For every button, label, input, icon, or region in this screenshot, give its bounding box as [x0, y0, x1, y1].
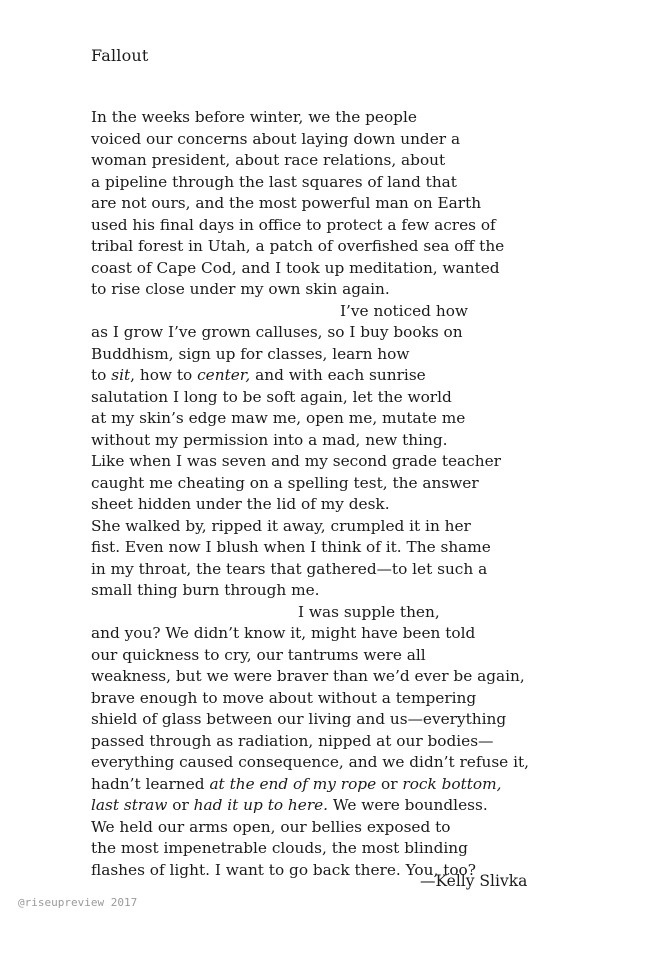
poem-line-segment: We were boundless. — [328, 796, 488, 814]
poem-line — [91, 774, 591, 796]
poem-line: Like when I was seven and my second grade teacher — [91, 452, 501, 470]
poem-line: Buddhism, sign up for classes, learn how — [91, 344, 410, 363]
footer-credit: @riseupreview 2017 — [18, 896, 138, 909]
poem-line-italic-segment: sit — [111, 366, 131, 384]
poem-body — [91, 107, 591, 881]
poem-line-segment: or — [167, 796, 194, 814]
poem-line-segment: hadn’t learned — [91, 774, 210, 793]
poem-line-italic-segment: last straw — [91, 796, 168, 814]
poem-line-italic-segment: center, — [197, 366, 251, 384]
poem-line: the most impenetrable clouds, the most blinding — [91, 839, 468, 857]
poem-line-segment: or — [376, 774, 403, 793]
poem-line-segment: to — [91, 366, 112, 384]
poem-line: sheet hidden under the lid of my desk. — [91, 495, 390, 513]
poem-line: flashes of light. I want to go back there. You, too? — [91, 860, 476, 879]
poem-line — [91, 365, 591, 387]
poem-line: without my permission into a mad, new thing. — [91, 430, 448, 449]
poem-line-segment: , how to — [130, 366, 198, 384]
poem-line: our quickness to cry, our tantrums were all — [91, 645, 426, 664]
poem-line: tribal forest in Utah, a patch of overfished sea off the — [91, 237, 505, 255]
poem-line: caught me cheating on a spelling test, the answer — [91, 473, 479, 492]
poem-line-segment: and with each sunrise — [250, 366, 426, 384]
poem-line: I’ve noticed how — [340, 301, 468, 320]
poem-line: brave enough to move about without a tempering — [91, 688, 477, 707]
poem-line: weakness, but we were braver than we’d ever be again, — [91, 667, 525, 685]
poem-line: to rise close under my own skin again. — [91, 280, 390, 298]
poem-line-italic-segment: rock bottom, — [402, 774, 502, 793]
poem-line: I was supple then, — [298, 602, 440, 621]
poem-line: and you? We didn’t know it, might have been told — [91, 624, 476, 642]
poem-line: as I grow I’ve grown calluses, so I buy books on — [91, 323, 463, 341]
author-signature: —Kelly Slivka — [420, 872, 528, 890]
poem-line: salutation I long to be soft again, let the world — [91, 387, 452, 406]
poem-line: coast of Cape Cod, and I took up meditation, wanted — [91, 258, 500, 277]
poem-title: Fallout — [91, 46, 149, 65]
poem-line: woman president, about race relations, about — [91, 151, 446, 169]
poem-line: passed through as radiation, nipped at our bodies— — [91, 731, 494, 750]
poem-line: at my skin’s edge maw me, open me, mutate me — [91, 409, 466, 427]
poem-line: small thing burn through me. — [91, 581, 320, 599]
poem-line-italic-segment: at the end of my rope — [209, 774, 377, 793]
poem-line: fist. Even now I blush when I think of it. The shame — [91, 538, 491, 556]
poem-line: a pipeline through the last squares of land that — [91, 172, 457, 191]
poem-line: in my throat, the tears that gathered—to let such a — [91, 559, 488, 578]
poem-line: In the weeks before winter, we the people — [91, 108, 417, 126]
poem-line: She walked by, ripped it away, crumpled it in her — [91, 516, 471, 535]
poem-line: are not ours, and the most powerful man on Earth — [91, 194, 482, 212]
poem-line-italic-segment: had it up to here. — [193, 796, 329, 814]
poem-line: everything caused consequence, and we didn’t refuse it, — [91, 753, 530, 771]
poem-line — [91, 795, 591, 817]
poem-line: We held our arms open, our bellies exposed to — [91, 817, 451, 836]
poem-line: voiced our concerns about laying down under a — [91, 129, 461, 148]
poem-line: shield of glass between our living and us—everything — [91, 710, 507, 728]
poem-line: used his final days in office to protect a few acres of — [91, 215, 496, 234]
